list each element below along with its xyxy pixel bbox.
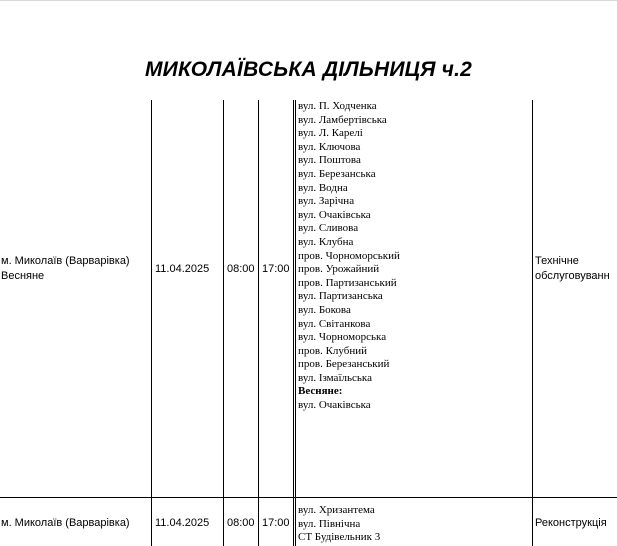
street-item: пров. Клубний — [298, 344, 368, 357]
street-item: вул. Хризантема — [298, 504, 375, 516]
street-item: вул. Ізмаїльська — [298, 371, 372, 384]
reason-cell — [535, 254, 610, 284]
reason-text-cont: обслуговуванн — [535, 270, 610, 282]
street-item: вул. Бокова — [298, 303, 351, 316]
street-item: пров. Березанський — [298, 358, 390, 371]
streets-cell — [298, 100, 400, 413]
column-border — [151, 100, 152, 546]
subsettlement-heading: Весняне: — [298, 385, 343, 398]
column-border — [295, 100, 296, 546]
time-start-cell: 08:00 — [227, 263, 255, 275]
street-item: вул. Клубна — [298, 235, 354, 248]
time-start-cell: 08:00 — [227, 517, 255, 529]
column-border — [532, 100, 533, 546]
reason-text: Технічне — [535, 255, 579, 267]
street-item: вул. Зарічна — [298, 195, 355, 208]
street-item: вул. Березанська — [298, 167, 376, 180]
column-border — [223, 100, 224, 546]
street-item: вул. Сливова — [298, 222, 359, 235]
street-item: вул. Очаківська — [298, 399, 371, 412]
column-border — [293, 100, 294, 546]
settlement-cell — [1, 254, 130, 284]
settlement-cell: м. Миколаїв (Варварівка) — [1, 517, 130, 529]
settlement-name: м. Миколаїв (Варварівка) — [1, 255, 130, 267]
column-border — [258, 100, 259, 546]
street-item: вул. Партизанська — [298, 290, 383, 303]
street-item: СТ Будівельник 3 — [298, 531, 381, 544]
time-end-cell: 17:00 — [262, 263, 290, 275]
page-title: МИКОЛАЇВСЬКА ДІЛЬНИЦЯ ч.2 — [144, 58, 473, 81]
time-end-cell: 17:00 — [262, 517, 290, 529]
date-cell: 11.04.2025 — [155, 263, 210, 275]
settlement-name-secondary: Весняне — [1, 270, 45, 282]
street-item: пров. Чорноморський — [298, 249, 400, 262]
street-item: вул. Очаківська — [298, 208, 371, 221]
street-item: вул. П. Ходченка — [298, 100, 377, 112]
street-item: пров. Партизанський — [298, 276, 397, 289]
street-item: вул. Чорноморська — [298, 331, 387, 344]
date-cell: 11.04.2025 — [155, 517, 210, 529]
streets-cell — [298, 504, 380, 545]
street-item: пров. Урожайний — [298, 263, 380, 276]
street-item: вул. Світанкова — [298, 317, 371, 330]
row-border — [0, 497, 617, 498]
street-item: вул. Л. Карелі — [298, 127, 363, 140]
top-border — [0, 0, 617, 1]
reason-cell: Реконструкція — [535, 517, 607, 529]
street-item: вул. Водна — [298, 181, 348, 194]
street-item: вул. Північна — [298, 517, 361, 530]
street-item: вул. Поштова — [298, 154, 361, 167]
street-item: вул. Ламбертівська — [298, 113, 387, 126]
street-item: вул. Ключова — [298, 140, 361, 153]
